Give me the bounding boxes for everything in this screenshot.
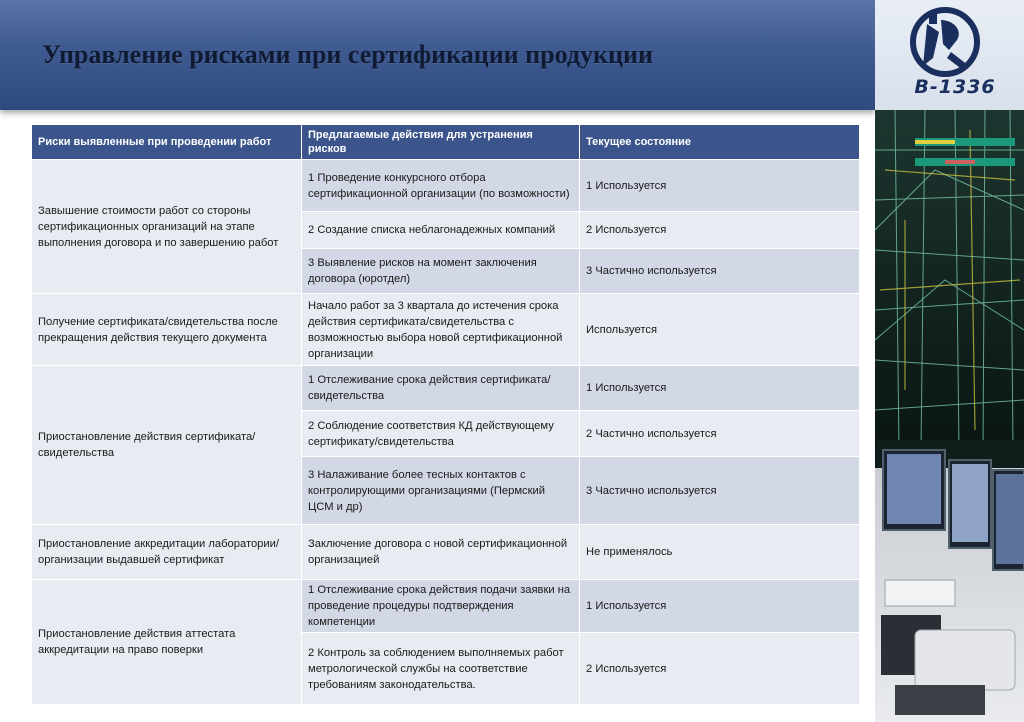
action-cell: 2 Контроль за соблюдением выполняемых работ метрологической службы на соответствие требованиям законодательства. xyxy=(302,633,580,705)
page-title: Управление рисками при сертификации продукции xyxy=(42,40,653,69)
table-row xyxy=(32,366,860,411)
status-cell: Используется xyxy=(580,294,860,366)
control-room-photo xyxy=(875,110,1024,722)
header-actions: Предлагаемые действия для устранения рисков xyxy=(302,125,580,160)
status-cell: 3 Частично используется xyxy=(580,457,860,525)
status-cell: 3 Частично используется xyxy=(580,249,860,294)
table-row xyxy=(32,294,860,366)
action-cell: 2 Создание списка неблагонадежных компаний xyxy=(302,212,580,249)
action-cell: 1 Отслеживание срока действия подачи заявки на проведение процедуры подтверждения компетенции xyxy=(302,580,580,633)
status-cell: Не применялось xyxy=(580,525,860,580)
status-cell: 1 Используется xyxy=(580,366,860,411)
header-status: Текущее состояние xyxy=(580,125,860,160)
action-cell: 2 Соблюдение соответствия КД действующему сертификату/свидетельства xyxy=(302,411,580,457)
table-header-row xyxy=(32,125,860,160)
table-row xyxy=(32,580,860,633)
action-cell: 1 Отслеживание срока действия сертификата/свидетельства xyxy=(302,366,580,411)
action-cell: 1 Проведение конкурсного отбора сертификационной организации (по возможности) xyxy=(302,160,580,212)
risk-cell: Завышение стоимости работ со стороны сертификационных организаций на этапе выполнения договора и по завершению работ xyxy=(32,160,302,294)
action-cell: Заключение договора с новой сертификационной организацией xyxy=(302,525,580,580)
risks-table xyxy=(31,124,860,705)
table-row xyxy=(32,525,860,580)
logo-emblem-icon xyxy=(893,4,1005,84)
status-cell: 2 Используется xyxy=(580,212,860,249)
status-cell: 1 Используется xyxy=(580,160,860,212)
logo-text: B-1336 xyxy=(914,76,996,98)
action-cell: 3 Налаживание более тесных контактов с контролирующими организациями (Пермский ЦСМ и др) xyxy=(302,457,580,525)
title-bar xyxy=(0,0,875,110)
status-cell: 2 Частично используется xyxy=(580,411,860,457)
risk-cell: Получение сертификата/свидетельства после прекращения действия текущего документа xyxy=(32,294,302,366)
status-cell: 2 Используется xyxy=(580,633,860,705)
header-risks: Риски выявленные при проведении работ xyxy=(32,125,302,160)
action-cell: 3 Выявление рисков на момент заключения договора (юротдел) xyxy=(302,249,580,294)
control-room-image xyxy=(875,110,1024,722)
status-cell: 1 Используется xyxy=(580,580,860,633)
action-cell: Начало работ за 3 квартала до истечения срока действия сертификата/свидетельства с возможностью выбора новой сертификационной организации xyxy=(302,294,580,366)
risk-cell: Приостановление аккредитации лаборатории/организации выдавшей сертификат xyxy=(32,525,302,580)
risk-cell: Приостановление действия сертификата/свидетельства xyxy=(32,366,302,525)
table-row xyxy=(32,160,860,212)
risk-cell: Приостановление действия аттестата аккредитации на право поверки xyxy=(32,580,302,705)
